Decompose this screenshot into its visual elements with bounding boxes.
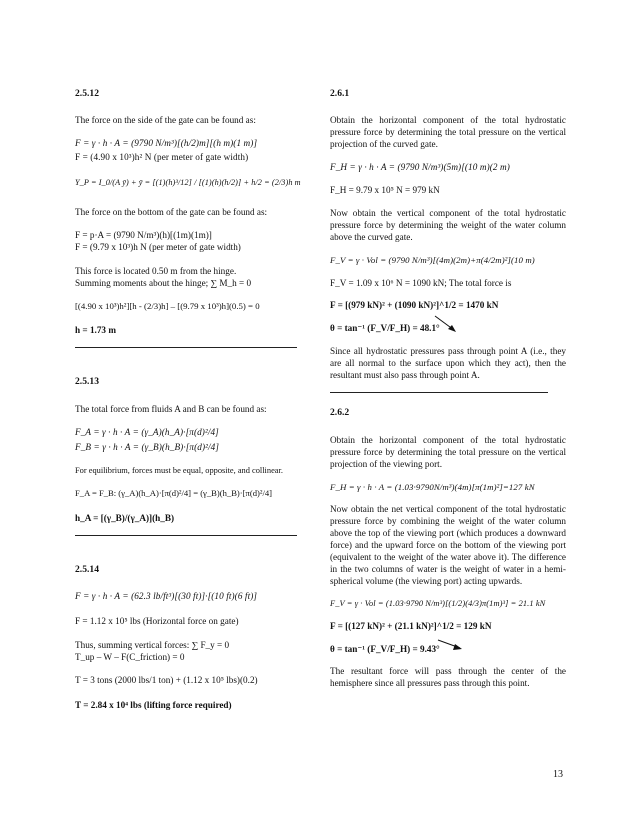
equation: [(4.90 x 10³)h²][h - (2/3)h] – [(9.79 x 10³)h](0.5) = 0 [75, 300, 260, 311]
paragraph: The total force from fluids A and B can be found as: [75, 403, 267, 414]
equation: F_V = γ · Vol = (1.03·9790 N/m³)[(1/2)(4/3)π(1m)³] = 21.1 kN [330, 598, 546, 608]
equation: T_up – W – F(C_friction) = 0 [75, 651, 185, 662]
result: T = 2.84 x 10⁴ lbs (lifting force required) [75, 699, 232, 710]
equation: F_H = γ · h · A = (9790 N/m³)(5m)[(10 m)(2 m) [330, 162, 510, 173]
equation: θ = tan⁻¹ (F_V/F_H) = 9.43° [330, 643, 440, 654]
paragraph: The resultant force will pass through the center of the hemisphere since all pressures pass through this point. [330, 666, 566, 689]
page-number: 13 [553, 769, 563, 780]
paragraph: Now obtain the net vertical component of the total hydrostatic pressure force by combining the weight of the water column above the top of the viewing port (which produces a downward force) and the upward force on the bottom of the viewing port (equivalent to the weight of the water above it). The difference in the two columns of water is the weight of water in a hemi-spherical volume (the viewing port) acting upwards. [330, 503, 566, 586]
section-divider [330, 392, 548, 393]
equation: F_V = 1.09 x 10⁶ N = 1090 kN; The total force is [330, 277, 512, 288]
paragraph: For equilibrium, forces must be equal, opposite, and collinear. [75, 466, 283, 476]
section-heading-2-6-2: 2.6.2 [330, 407, 350, 419]
equation: F_V = γ · Vol = (9790 N/m³)[(4m)(2m)+π(4/2m)²](10 m) [330, 255, 535, 266]
paragraph: Thus, summing vertical forces: ∑ F_y = 0 [75, 639, 230, 650]
paragraph: Obtain the horizontal component of the total hydrostatic pressure force by determining the total pressure on the vertical projection of the viewing port. [330, 434, 566, 469]
angle-arrow-icon [434, 315, 458, 333]
section-heading-2-5-14: 2.5.14 [75, 563, 99, 575]
equation: F_A = F_B: (γ_A)(h_A)·[π(d)²/4] = (γ_B)(h_B)·[π(d)²/4] [75, 488, 272, 499]
section-divider [75, 535, 297, 536]
section-heading-2-5-13: 2.5.13 [75, 376, 99, 388]
equation: F = 1.12 x 10⁵ lbs (Horizontal force on gate) [75, 615, 239, 626]
section-divider [75, 347, 297, 348]
right-column [330, 88, 566, 690]
paragraph: Now obtain the vertical component of the total hydrostatic pressure force by determining the weight of the water column above the curved gate. [330, 208, 566, 243]
equation: F = γ · h · A = (9790 N/m³)[(h/2)m][(h m)(1 m)] [75, 138, 258, 149]
paragraph: The force on the bottom of the gate can be found as: [75, 206, 268, 217]
paragraph: Summing moments about the hinge; ∑ M_h = 0 [75, 277, 252, 288]
equation: F = p·A = (9790 N/m³)(h)[(1m)(1m)] [75, 229, 212, 240]
equation: T = 3 tons (2000 lbs/1 ton) + (1.12 x 10⁵ lbs)(0.2) [75, 674, 258, 685]
angle-arrow-icon [436, 639, 464, 653]
paragraph: This force is located 0.50 m from the hinge. [75, 265, 237, 276]
equation-center-of-pressure: Y_P = I_0/(A ȳ) + ȳ = [(1)(h)³/12] / [(1)(h)(h/2)] + h/2 = (2/3)h m [75, 178, 301, 188]
paragraph: The force on the side of the gate can be found as: [75, 115, 256, 126]
equation: F = γ · h · A = (62.3 lb/ft³)[(30 ft)]·[(10 ft)(6 ft)] [75, 590, 258, 601]
section-heading-2-5-12: 2.5.12 [75, 88, 99, 99]
equation: θ = tan⁻¹ (F_V/F_H) = 48.1° [330, 323, 440, 334]
equation: F = (4.90 x 10³)h² N (per meter of gate width) [75, 152, 249, 163]
equation: F = (9.79 x 10³)h N (per meter of gate width) [75, 241, 241, 252]
equation: F = [(979 kN)² + (1090 kN)²]^1/2 = 1470 kN [330, 300, 499, 311]
angle-line [330, 323, 566, 335]
equation: F_H = 9.79 x 10⁵ N = 979 kN [330, 185, 440, 196]
equation: F_H = γ · h · A = (1.03·9790N/m³)(4m)[π(1m)²]=127 kN [330, 481, 535, 492]
equation: F_A = γ · h · A = (γ_A)(h_A)·[π(d)²/4] [75, 426, 219, 437]
section-heading-2-6-1: 2.6.1 [330, 88, 350, 99]
paragraph: Obtain the horizontal component of the total hydrostatic pressure force by determining the total pressure on the vertical projection of the curved gate. [330, 115, 566, 150]
angle-line [330, 644, 566, 656]
left-column [75, 88, 301, 712]
equation: F = [(127 kN)² + (21.1 kN)²]^1/2 = 129 kN [330, 620, 492, 631]
equation: F_B = γ · h · A = (γ_B)(h_B)·[π(d)²/4] [75, 441, 220, 452]
result: h = 1.73 m [75, 325, 116, 336]
paragraph: Since all hydrostatic pressures pass through point A (i.e., they are all normal to the surface upon which they act), then the resultant must also pass through point A. [330, 346, 566, 381]
result: h_A = [(γ_B)/(γ_A)](h_B) [75, 512, 175, 523]
